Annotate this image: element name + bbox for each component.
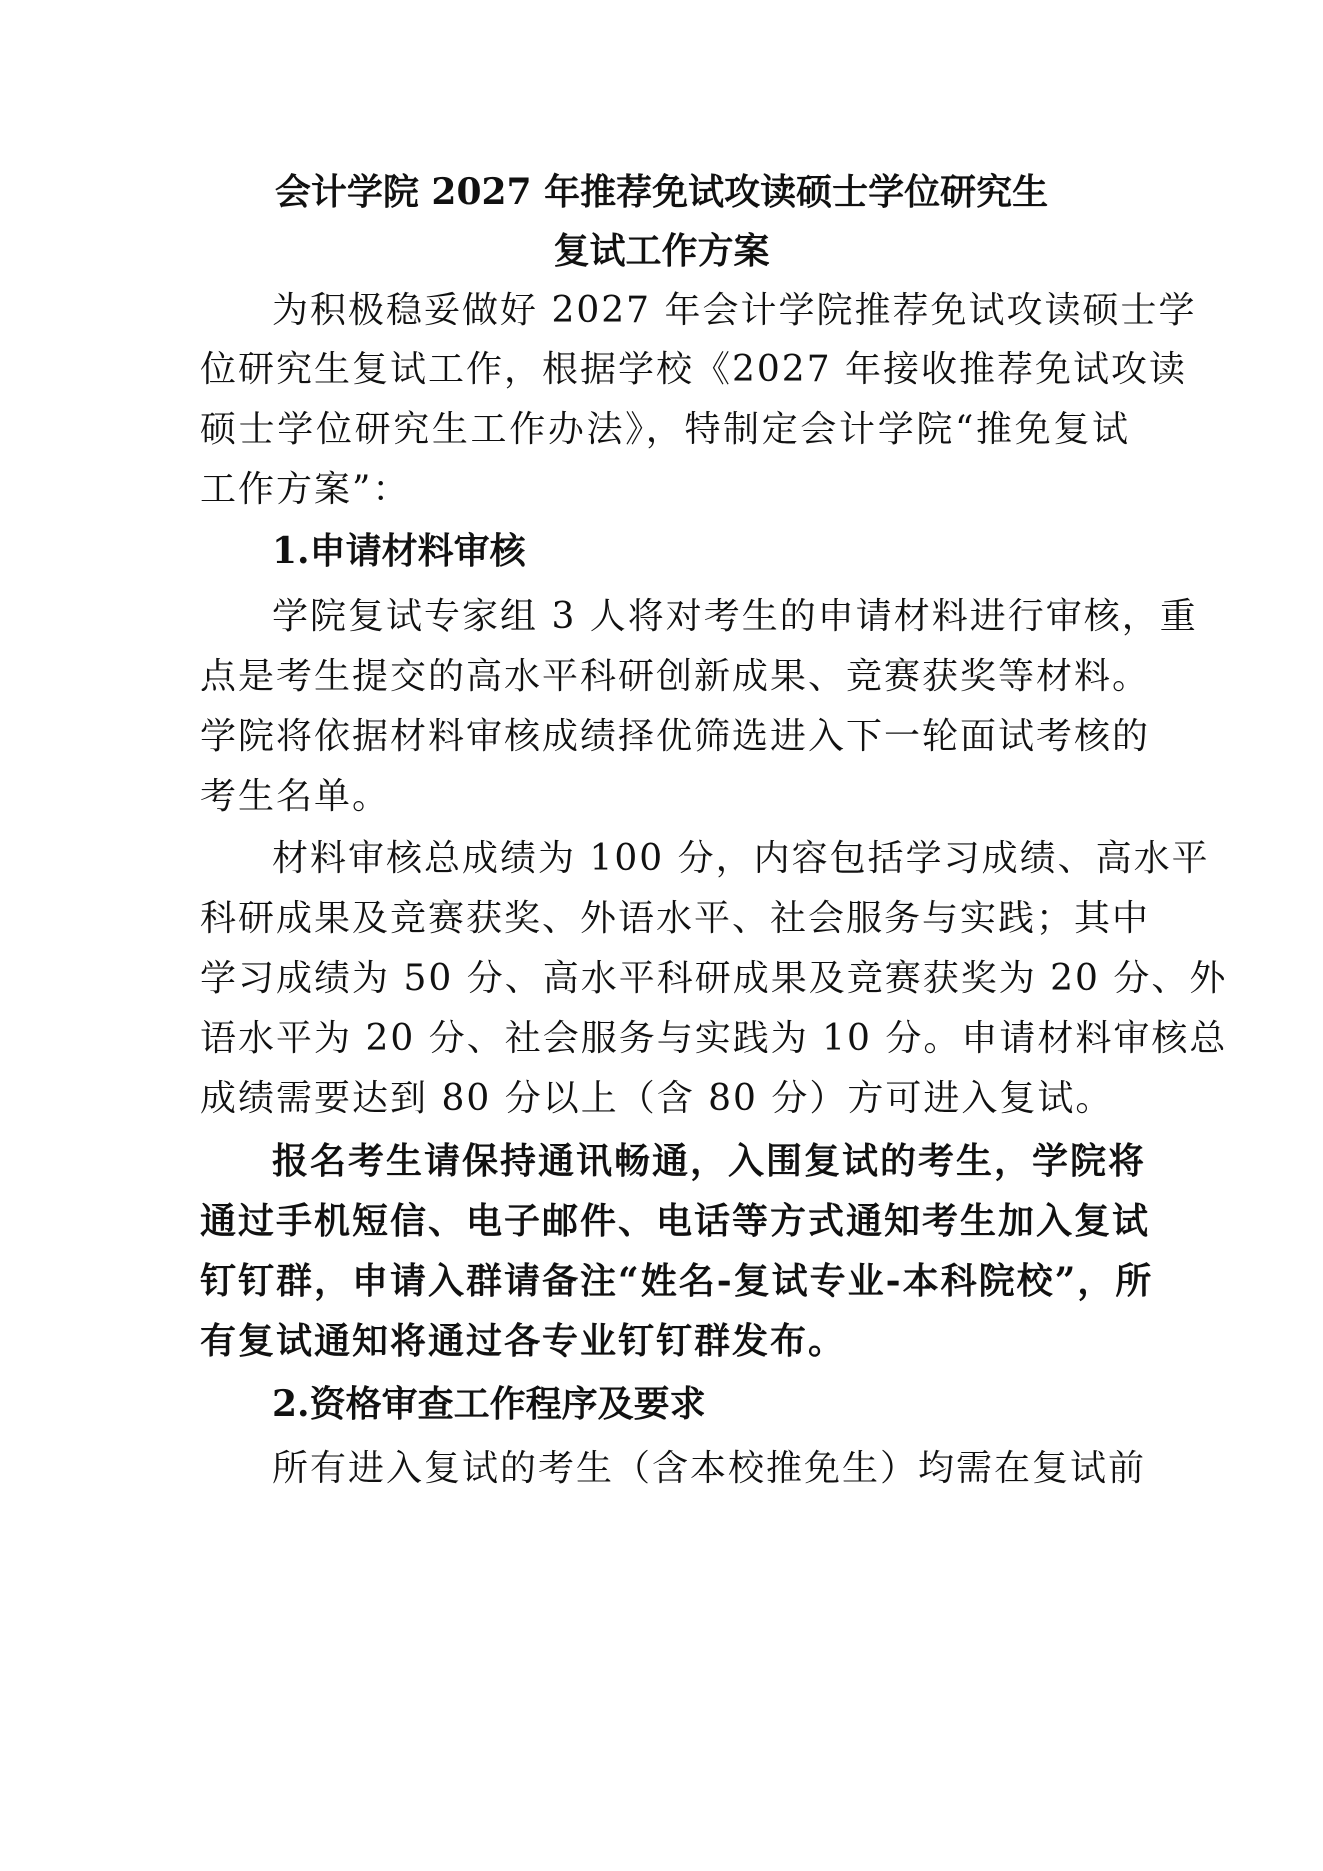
section-1-heading: 1.申请材料审核 bbox=[272, 530, 526, 572]
notice-line-2: 通过手机短信、电子邮件、电话等方式通知考生加入复试 bbox=[200, 1200, 1151, 1242]
intro-line-1: 为积极稳妥做好 2027 年会计学院推荐免试攻读硕士学 bbox=[272, 290, 1197, 331]
document-title-line-1: 会计学院 2027 年推荐免试攻读硕士学位研究生 bbox=[274, 171, 1049, 213]
section-1-para-1-line-3: 学院将依据材料审核成绩择优筛选进入下一轮面试考核的 bbox=[200, 716, 1151, 757]
intro-line-4: 工作方案”： bbox=[200, 469, 411, 510]
intro-line-2: 位研究生复试工作，根据学校《2027 年接收推荐免试攻读 bbox=[200, 349, 1188, 390]
section-1-para-2-line-5: 成绩需要达到 80 分以上（含 80 分）方可进入复试。 bbox=[200, 1078, 1114, 1119]
section-1-para-2-line-2: 科研成果及竞赛获奖、外语水平、社会服务与实践；其中 bbox=[200, 898, 1151, 939]
notice-line-4: 有复试通知将通过各专业钉钉群发布。 bbox=[200, 1320, 847, 1362]
section-2-heading: 2.资格审查工作程序及要求 bbox=[272, 1383, 706, 1425]
intro-line-3: 硕士学位研究生工作办法》，特制定会计学院“推免复试 bbox=[200, 409, 1130, 450]
section-2-para-1-line-1: 所有进入复试的考生（含本校推免生）均需在复试前 bbox=[272, 1448, 1147, 1489]
document-title-line-2: 复试工作方案 bbox=[553, 230, 770, 272]
section-1-para-2-line-3: 学习成绩为 50 分、高水平科研成果及竞赛获奖为 20 分、外 bbox=[200, 958, 1228, 999]
section-1-para-1-line-2: 点是考生提交的高水平科研创新成果、竞赛获奖等材料。 bbox=[200, 656, 1151, 697]
section-1-para-1-line-4: 考生名单。 bbox=[200, 776, 391, 817]
notice-line-3: 钉钉群，申请入群请备注“姓名-复试专业-本科院校”，所 bbox=[200, 1260, 1154, 1302]
section-1-para-2-line-1: 材料审核总成绩为 100 分，内容包括学习成绩、高水平 bbox=[272, 838, 1210, 879]
section-1-para-1-line-1: 学院复试专家组 3 人将对考生的申请材料进行审核，重 bbox=[272, 596, 1198, 637]
section-1-para-2-line-4: 语水平为 20 分、社会服务与实践为 10 分。申请材料审核总 bbox=[200, 1018, 1228, 1059]
notice-line-1: 报名考生请保持通讯畅通，入围复试的考生，学院将 bbox=[272, 1140, 1147, 1182]
